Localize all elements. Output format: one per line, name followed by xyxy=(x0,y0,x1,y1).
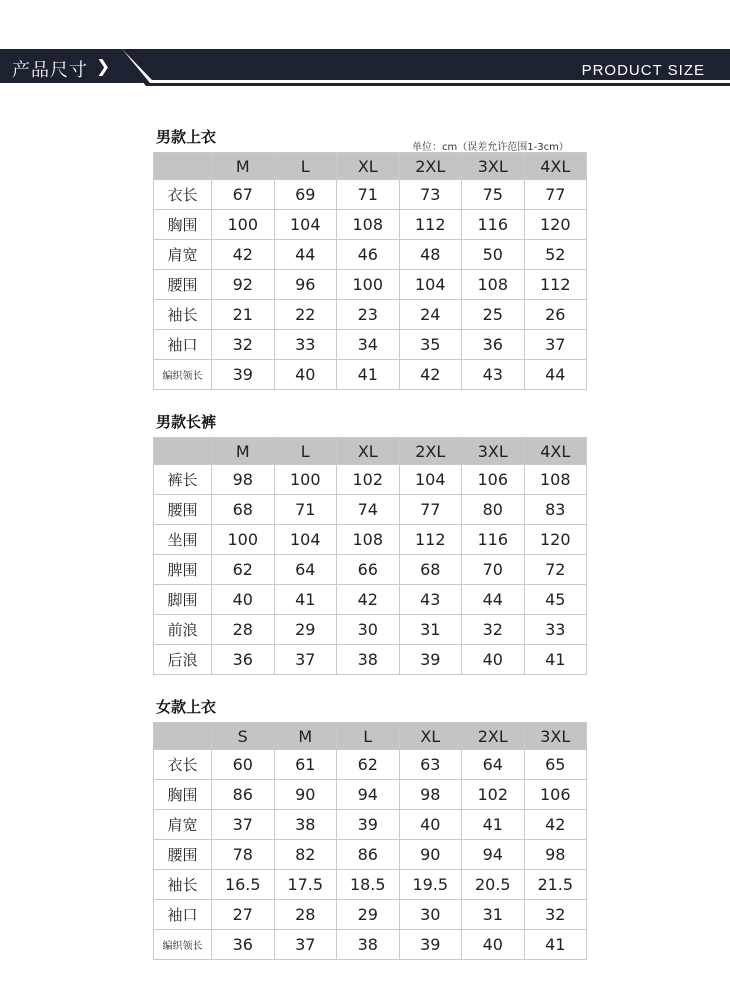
size-header-cell: XL xyxy=(399,723,462,750)
value-cell: 98 xyxy=(212,465,275,495)
value-cell: 100 xyxy=(212,210,275,240)
table-row xyxy=(154,645,587,675)
value-cell: 33 xyxy=(274,330,337,360)
value-cell: 22 xyxy=(274,300,337,330)
value-cell: 90 xyxy=(274,780,337,810)
section-title-mens-top: 男款上衣 xyxy=(156,128,217,146)
value-cell: 104 xyxy=(399,465,462,495)
value-cell: 36 xyxy=(212,930,275,960)
value-cell: 29 xyxy=(274,615,337,645)
value-cell: 116 xyxy=(462,525,525,555)
value-cell: 52 xyxy=(524,240,587,270)
value-cell: 104 xyxy=(274,525,337,555)
chevron-right-icon: ❯ xyxy=(96,57,111,77)
value-cell: 90 xyxy=(399,840,462,870)
value-cell: 48 xyxy=(399,240,462,270)
value-cell: 40 xyxy=(462,930,525,960)
value-cell: 21.5 xyxy=(524,870,587,900)
value-cell: 41 xyxy=(462,810,525,840)
value-cell: 62 xyxy=(212,555,275,585)
value-cell: 21 xyxy=(212,300,275,330)
row-label-cell: 裤长 xyxy=(154,465,212,495)
value-cell: 42 xyxy=(399,360,462,390)
table-row xyxy=(154,750,587,780)
value-cell: 25 xyxy=(462,300,525,330)
value-cell: 60 xyxy=(212,750,275,780)
size-header-cell: 2XL xyxy=(399,153,462,180)
value-cell: 63 xyxy=(399,750,462,780)
table-row xyxy=(154,585,587,615)
value-cell: 78 xyxy=(212,840,275,870)
value-cell: 67 xyxy=(212,180,275,210)
row-label-cell: 后浪 xyxy=(154,645,212,675)
value-cell: 30 xyxy=(399,900,462,930)
value-cell: 44 xyxy=(274,240,337,270)
size-table-mens-pants xyxy=(153,437,587,675)
value-cell: 74 xyxy=(337,495,400,525)
value-cell: 102 xyxy=(337,465,400,495)
value-cell: 71 xyxy=(337,180,400,210)
value-cell: 104 xyxy=(399,270,462,300)
value-cell: 41 xyxy=(337,360,400,390)
value-cell: 37 xyxy=(274,645,337,675)
value-cell: 112 xyxy=(524,270,587,300)
value-cell: 38 xyxy=(337,930,400,960)
value-cell: 100 xyxy=(274,465,337,495)
value-cell: 20.5 xyxy=(462,870,525,900)
table-header-row xyxy=(154,438,587,465)
value-cell: 40 xyxy=(399,810,462,840)
table-row xyxy=(154,330,587,360)
table-row xyxy=(154,555,587,585)
size-header-cell: L xyxy=(274,438,337,465)
value-cell: 39 xyxy=(399,645,462,675)
value-cell: 38 xyxy=(337,645,400,675)
value-cell: 44 xyxy=(462,585,525,615)
value-cell: 64 xyxy=(462,750,525,780)
value-cell: 24 xyxy=(399,300,462,330)
value-cell: 32 xyxy=(212,330,275,360)
value-cell: 61 xyxy=(274,750,337,780)
row-label-cell: 腰围 xyxy=(154,495,212,525)
row-label-cell: 腰围 xyxy=(154,270,212,300)
row-label-cell: 袖口 xyxy=(154,330,212,360)
value-cell: 80 xyxy=(462,495,525,525)
value-cell: 112 xyxy=(399,525,462,555)
value-cell: 17.5 xyxy=(274,870,337,900)
value-cell: 94 xyxy=(462,840,525,870)
value-cell: 18.5 xyxy=(337,870,400,900)
value-cell: 108 xyxy=(337,210,400,240)
header-corner-cell xyxy=(154,438,212,465)
value-cell: 77 xyxy=(524,180,587,210)
table-row xyxy=(154,270,587,300)
value-cell: 28 xyxy=(212,615,275,645)
table-row xyxy=(154,525,587,555)
value-cell: 112 xyxy=(399,210,462,240)
value-cell: 37 xyxy=(212,810,275,840)
size-header-cell: S xyxy=(212,723,275,750)
value-cell: 26 xyxy=(524,300,587,330)
value-cell: 41 xyxy=(274,585,337,615)
value-cell: 44 xyxy=(524,360,587,390)
value-cell: 50 xyxy=(462,240,525,270)
value-cell: 30 xyxy=(337,615,400,645)
value-cell: 40 xyxy=(462,645,525,675)
row-label-cell: 坐围 xyxy=(154,525,212,555)
value-cell: 68 xyxy=(212,495,275,525)
value-cell: 39 xyxy=(337,810,400,840)
value-cell: 104 xyxy=(274,210,337,240)
size-table-womens-top xyxy=(153,722,587,960)
value-cell: 72 xyxy=(524,555,587,585)
table-row xyxy=(154,780,587,810)
table-row xyxy=(154,360,587,390)
table-row xyxy=(154,465,587,495)
table-row xyxy=(154,495,587,525)
value-cell: 75 xyxy=(462,180,525,210)
banner-title: 产品尺寸 xyxy=(12,60,88,81)
value-cell: 96 xyxy=(274,270,337,300)
table-row xyxy=(154,240,587,270)
value-cell: 120 xyxy=(524,525,587,555)
section-title-mens-pants: 男款长裤 xyxy=(156,413,217,431)
row-label-cell: 腰围 xyxy=(154,840,212,870)
size-table-mens-top xyxy=(153,152,587,390)
value-cell: 65 xyxy=(524,750,587,780)
value-cell: 38 xyxy=(274,810,337,840)
value-cell: 68 xyxy=(399,555,462,585)
row-label-cell: 编织领长 xyxy=(154,930,212,960)
value-cell: 29 xyxy=(337,900,400,930)
row-label-cell: 肩宽 xyxy=(154,240,212,270)
value-cell: 37 xyxy=(524,330,587,360)
size-header-cell: XL xyxy=(337,438,400,465)
value-cell: 100 xyxy=(337,270,400,300)
value-cell: 39 xyxy=(399,930,462,960)
value-cell: 69 xyxy=(274,180,337,210)
value-cell: 27 xyxy=(212,900,275,930)
value-cell: 94 xyxy=(337,780,400,810)
value-cell: 106 xyxy=(524,780,587,810)
size-header-cell: M xyxy=(274,723,337,750)
row-label-cell: 袖口 xyxy=(154,900,212,930)
value-cell: 92 xyxy=(212,270,275,300)
value-cell: 31 xyxy=(462,900,525,930)
value-cell: 108 xyxy=(524,465,587,495)
value-cell: 28 xyxy=(274,900,337,930)
value-cell: 86 xyxy=(212,780,275,810)
size-header-cell: L xyxy=(274,153,337,180)
value-cell: 64 xyxy=(274,555,337,585)
table-header-row xyxy=(154,153,587,180)
row-label-cell: 胸围 xyxy=(154,780,212,810)
header-corner-cell xyxy=(154,723,212,750)
value-cell: 42 xyxy=(337,585,400,615)
value-cell: 71 xyxy=(274,495,337,525)
section-title-womens-top: 女款上衣 xyxy=(156,698,217,716)
size-header-cell: M xyxy=(212,153,275,180)
value-cell: 42 xyxy=(524,810,587,840)
table-row xyxy=(154,870,587,900)
value-cell: 34 xyxy=(337,330,400,360)
size-header-cell: L xyxy=(337,723,400,750)
table-header-row xyxy=(154,723,587,750)
value-cell: 77 xyxy=(399,495,462,525)
table-row xyxy=(154,180,587,210)
value-cell: 73 xyxy=(399,180,462,210)
value-cell: 36 xyxy=(212,645,275,675)
value-cell: 40 xyxy=(274,360,337,390)
value-cell: 100 xyxy=(212,525,275,555)
header-banner xyxy=(0,47,730,87)
value-cell: 86 xyxy=(337,840,400,870)
row-label-cell: 肩宽 xyxy=(154,810,212,840)
value-cell: 23 xyxy=(337,300,400,330)
table-row xyxy=(154,210,587,240)
value-cell: 108 xyxy=(337,525,400,555)
value-cell: 16.5 xyxy=(212,870,275,900)
value-cell: 106 xyxy=(462,465,525,495)
value-cell: 66 xyxy=(337,555,400,585)
row-label-cell: 袖长 xyxy=(154,870,212,900)
value-cell: 102 xyxy=(462,780,525,810)
value-cell: 43 xyxy=(399,585,462,615)
value-cell: 98 xyxy=(524,840,587,870)
table-row xyxy=(154,300,587,330)
row-label-cell: 胸围 xyxy=(154,210,212,240)
size-header-cell: M xyxy=(212,438,275,465)
value-cell: 19.5 xyxy=(399,870,462,900)
row-label-cell: 脚围 xyxy=(154,585,212,615)
row-label-cell: 袖长 xyxy=(154,300,212,330)
row-label-cell: 前浪 xyxy=(154,615,212,645)
table-row xyxy=(154,840,587,870)
table-row xyxy=(154,930,587,960)
value-cell: 98 xyxy=(399,780,462,810)
value-cell: 116 xyxy=(462,210,525,240)
banner-subtitle: PRODUCT SIZE xyxy=(581,62,705,79)
header-corner-cell xyxy=(154,153,212,180)
value-cell: 32 xyxy=(524,900,587,930)
size-header-cell: 4XL xyxy=(524,153,587,180)
size-header-cell: 3XL xyxy=(462,153,525,180)
row-label-cell: 脾围 xyxy=(154,555,212,585)
value-cell: 35 xyxy=(399,330,462,360)
value-cell: 41 xyxy=(524,930,587,960)
value-cell: 33 xyxy=(524,615,587,645)
size-header-cell: 3XL xyxy=(462,438,525,465)
value-cell: 39 xyxy=(212,360,275,390)
value-cell: 37 xyxy=(274,930,337,960)
table-row xyxy=(154,615,587,645)
value-cell: 83 xyxy=(524,495,587,525)
value-cell: 45 xyxy=(524,585,587,615)
row-label-cell: 编织领长 xyxy=(154,360,212,390)
table-row xyxy=(154,810,587,840)
value-cell: 31 xyxy=(399,615,462,645)
size-header-cell: 4XL xyxy=(524,438,587,465)
size-header-cell: 2XL xyxy=(462,723,525,750)
row-label-cell: 衣长 xyxy=(154,750,212,780)
value-cell: 70 xyxy=(462,555,525,585)
value-cell: 32 xyxy=(462,615,525,645)
row-label-cell: 衣长 xyxy=(154,180,212,210)
value-cell: 40 xyxy=(212,585,275,615)
size-header-cell: 3XL xyxy=(524,723,587,750)
table-row xyxy=(154,900,587,930)
value-cell: 82 xyxy=(274,840,337,870)
value-cell: 43 xyxy=(462,360,525,390)
value-cell: 46 xyxy=(337,240,400,270)
value-cell: 36 xyxy=(462,330,525,360)
value-cell: 108 xyxy=(462,270,525,300)
unit-note: 单位：cm（误差允许范围1-3cm） xyxy=(412,142,569,153)
value-cell: 42 xyxy=(212,240,275,270)
value-cell: 41 xyxy=(524,645,587,675)
size-header-cell: XL xyxy=(337,153,400,180)
value-cell: 62 xyxy=(337,750,400,780)
size-header-cell: 2XL xyxy=(399,438,462,465)
value-cell: 120 xyxy=(524,210,587,240)
